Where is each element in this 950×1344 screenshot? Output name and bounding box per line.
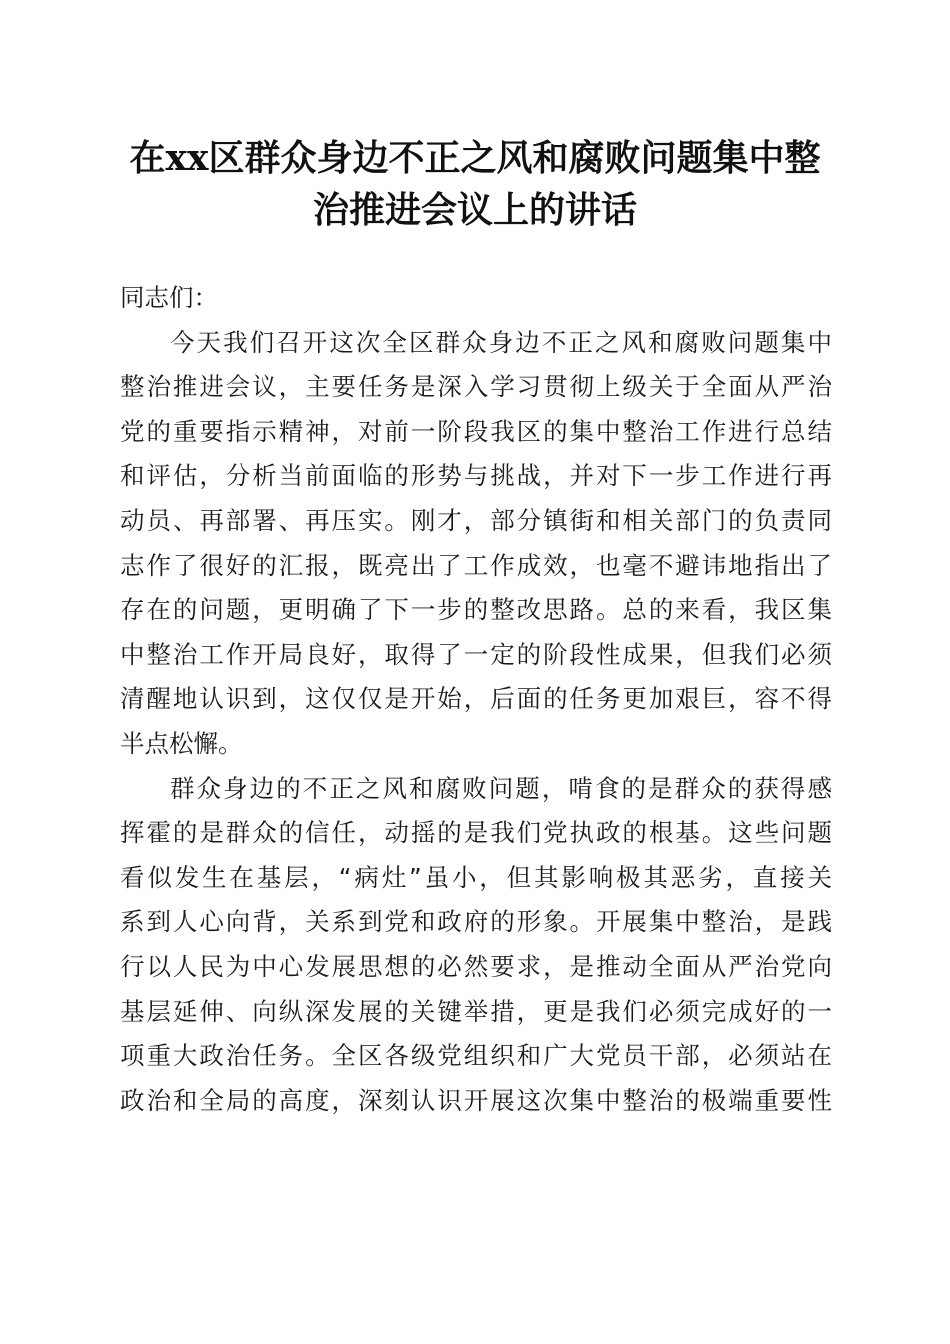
paragraph-line: 志作了很好的汇报，既亮出了工作成效，也毫不避讳地指出了 bbox=[120, 550, 832, 580]
paragraph-line: 动员、再部署、再压实。刚才，部分镇街和相关部门的负责同 bbox=[120, 505, 832, 535]
salutation: 同志们： bbox=[120, 283, 218, 312]
title-line-2: 治推进会议上的讲话 bbox=[312, 189, 637, 231]
title-line-1: 在xx区群众身边不正之风和腐败问题集中整 bbox=[129, 137, 821, 179]
paragraph-line: 行以人民为中心发展思想的必然要求，是推动全面从严治党向 bbox=[120, 951, 832, 981]
paragraph-line: 看似发生在基层，“病灶”虽小，但其影响极其恶劣，直接关 bbox=[120, 862, 832, 892]
paragraph-line: 项重大政治任务。全区各级党组织和广大党员干部，必须站在 bbox=[120, 1041, 832, 1071]
paragraph-2 bbox=[120, 767, 832, 1124]
paragraph-line: 基层延伸、向纵深发展的关键举措，更是我们必须完成好的一 bbox=[120, 996, 832, 1026]
paragraph-1 bbox=[120, 321, 832, 767]
page-title bbox=[110, 132, 840, 236]
paragraph-line: 挥霍的是群众的信任，动摇的是我们党执政的根基。这些问题 bbox=[120, 818, 832, 848]
paragraph-line: 中整治工作开局良好，取得了一定的阶段性成果，但我们必须 bbox=[120, 639, 832, 669]
paragraph-line: 清醒地认识到，这仅仅是开始，后面的任务更加艰巨，容不得 bbox=[120, 684, 832, 714]
paragraph-line: 群众身边的不正之风和腐败问题，啃食的是群众的获得感 bbox=[170, 773, 832, 803]
paragraph-line: 政治和全局的高度，深刻认识开展这次集中整治的极端重要性 bbox=[120, 1085, 832, 1115]
document-body bbox=[120, 276, 832, 1123]
paragraph-line: 今天我们召开这次全区群众身边不正之风和腐败问题集中 bbox=[170, 327, 832, 357]
paragraph-line: 存在的问题，更明确了下一步的整改思路。总的来看，我区集 bbox=[120, 595, 832, 625]
paragraph-line: 整治推进会议，主要任务是深入学习贯彻上级关于全面从严治 bbox=[120, 372, 832, 402]
paragraph-line: 系到人心向背，关系到党和政府的形象。开展集中整治，是践 bbox=[120, 907, 832, 937]
paragraph-line: 党的重要指示精神，对前一阶段我区的集中整治工作进行总结 bbox=[120, 416, 832, 446]
paragraph-line: 和评估，分析当前面临的形势与挑战，并对下一步工作进行再 bbox=[120, 461, 832, 491]
paragraph-line: 半点松懈。 bbox=[120, 728, 243, 758]
